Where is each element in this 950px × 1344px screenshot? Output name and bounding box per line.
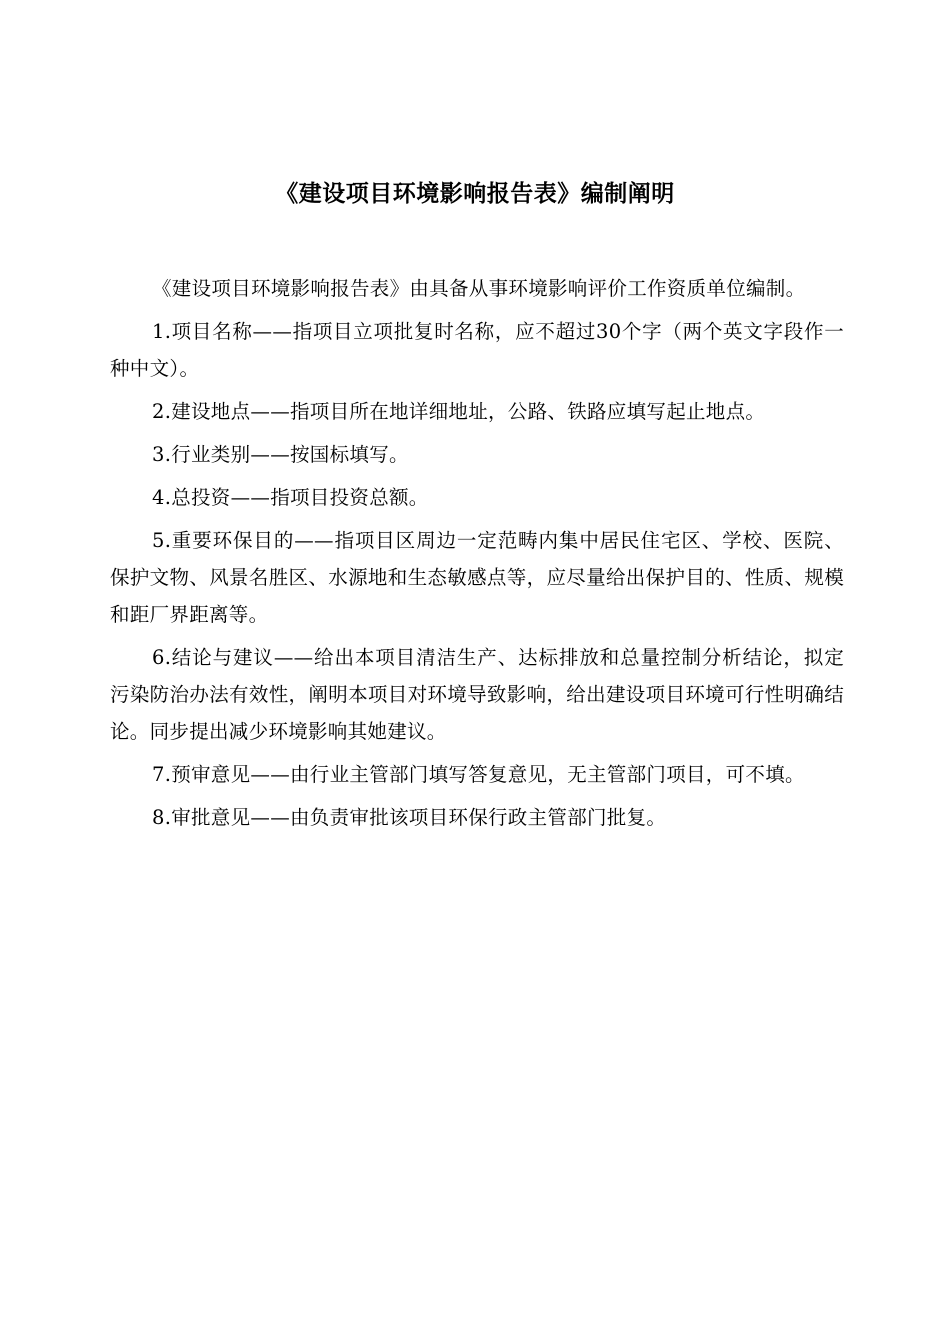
item-construction-site: 2.建设地点——指项目所在地详细地址，公路、铁路应填写起止地点。 <box>152 400 766 423</box>
document-body <box>110 270 844 842</box>
item-protection-targets: 5.重要环保目的——指项目区周边一定范畴内集中居民住宅区、学校、医院、保护文物、风景名胜区、水源地和生态敏感点等，应尽量给出保护目的、性质、规模和距厂界距离等。 <box>110 529 844 626</box>
item-conclusions: 6.结论与建议——给出本项目清洁生产、达标排放和总量控制分析结论，拟定污染防治办法有效性，阐明本项目对环境导致影响，给出建设项目环境可行性明确结论。同步提出减少环境影响其她建议。 <box>110 646 844 743</box>
item-project-name: 1.项目名称——指项目立项批复时名称，应不超过30个字（两个英文字段作一种中文）。 <box>110 320 844 380</box>
item-total-investment: 4.总投资——指项目投资总额。 <box>152 486 429 509</box>
item-approval-opinion: 8.审批意见——由负责审批该项目环保行政主管部门批复。 <box>152 806 667 829</box>
intro-paragraph: 《建设项目环境影响报告表》由具备从事环境影响评价工作资质单位编制。 <box>152 277 806 300</box>
item-industry-category: 3.行业类别——按国标填写。 <box>152 443 409 466</box>
document-title: 《建设项目环境影响报告表》编制阐明 <box>275 181 675 207</box>
item-preliminary-review: 7.预审意见——由行业主管部门填写答复意见，无主管部门项目，可不填。 <box>152 763 805 786</box>
